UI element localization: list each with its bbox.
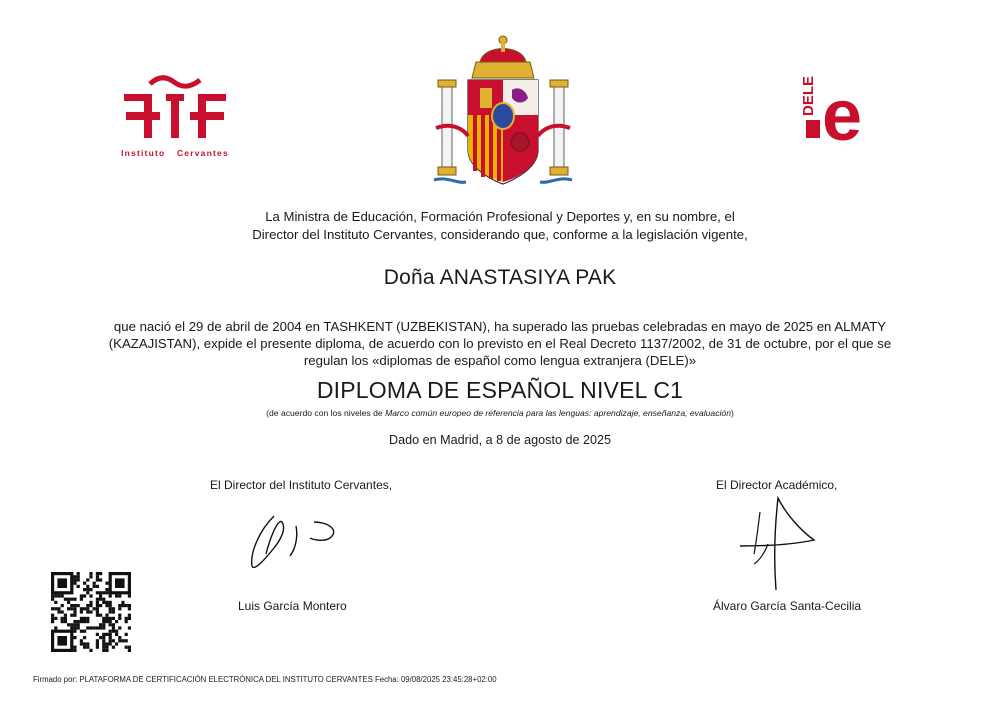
electronic-signature-footer: Firmado por: PLATAFORMA DE CERTIFICACIÓN ELECTRÓNICA DEL INSTITUTO CERVANTES Fecha: 09/08/2025 23:45:28+02:00 [33,675,497,684]
recipient-name: Doña ANASTASIYA PAK [383,266,617,289]
right-signature [730,494,820,594]
handwritten-signature-icon [244,508,354,578]
body-line-1: que nació el 29 de abril de 2004 en TASHKENT (UZBEKISTAN), ha superado las pruebas celebradas en mayo de 2025 en ALMATY [113,319,887,334]
coat-of-arms [428,32,578,192]
right-signatory-title: El Director Académico, [716,478,838,492]
svg-text:DELE: DELE [800,75,817,116]
verification-qr-code [51,572,131,652]
left-signatory-name: Luis García Montero [238,599,347,613]
spain-coat-of-arms-icon [428,32,578,192]
handwritten-signature-icon [730,494,820,594]
subtitle-italic: Marco común europeo de referencia para las lenguas: aprendizaje, enseñanza, evaluación [385,408,731,418]
diploma-subtitle [0,408,1000,418]
subtitle-suffix: ) [730,408,734,418]
instituto-cervantes-label: Instituto Cervantes [121,148,229,158]
instituto-cervantes-logo [110,72,240,162]
dele-logo [800,72,890,144]
intro-line-1: La Ministra de Educación, Formación Profesional y Deportes y, en su nombre, el [265,209,735,224]
cervantes-emblem-icon [110,72,240,148]
issue-date: Dado en Madrid, a 8 de agosto de 2025 [389,433,611,447]
body-line-3: regulan los «diplomas de español como lengua extranjera (DELE)» [303,353,697,368]
right-signatory-name: Álvaro García Santa-Cecilia [713,599,862,613]
qr-code-icon [51,572,131,652]
intro-text [0,208,1000,244]
intro-line-2: Director del Instituto Cervantes, considerando que, conforme a la legislación vigente, [252,227,748,242]
diploma-title: DIPLOMA DE ESPAÑOL NIVEL C1 [316,377,684,403]
subtitle-prefix: (de acuerdo con los niveles de [266,408,386,418]
dele-logo-icon [800,72,890,144]
svg-text:e: e [822,76,863,144]
left-signature [244,508,354,578]
left-signatory-title: El Director del Instituto Cervantes, [210,478,393,492]
diploma-body-text [90,318,910,369]
body-line-2: (KAZAJISTAN), expide el presente diploma, de acuerdo con lo previsto en el Real Decreto 1137/2002, de 31 de octubre, por el que se [108,336,892,351]
